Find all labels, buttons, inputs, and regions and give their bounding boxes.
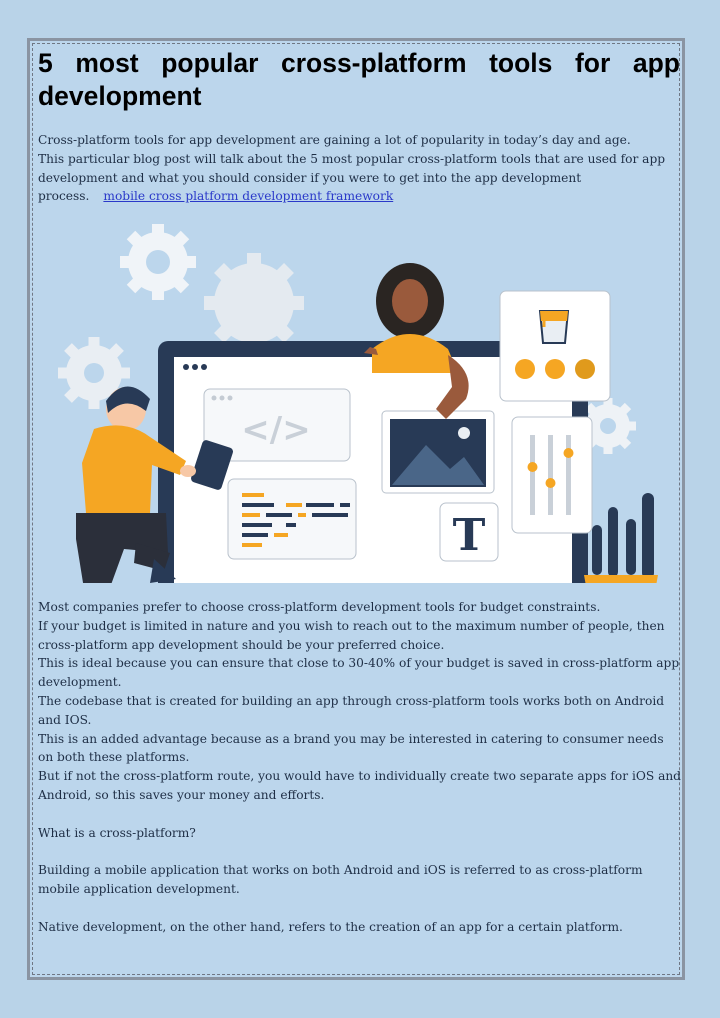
text-tile-letter: T <box>452 510 486 561</box>
body-paragraph: This is ideal because you can ensure that close to 30-40% of your budget is saved in cross-platform app development. <box>38 656 680 690</box>
gear-icon <box>120 224 196 300</box>
intro-paragraph-1: Cross-platform tools for app development are gaining a lot of popularity in today’s day and age. <box>38 133 631 147</box>
paint-bucket-icon <box>540 311 568 343</box>
page-title: 5 most popular cross-platform tools for app development <box>38 48 680 111</box>
color-swatch <box>575 359 595 379</box>
body-paragraph: The codebase that is created for building an app through cross-platform tools works both on Android and IOS. <box>38 693 665 727</box>
color-swatch <box>545 359 565 379</box>
slider-controls <box>528 435 574 515</box>
body-paragraph: Building a mobile application that works on both Android and iOS is referred to as cross-platform mobile application development. <box>38 863 643 896</box>
intro-section <box>38 131 681 206</box>
intro-paragraph-2 <box>38 150 681 206</box>
body-paragraph: Native development, on the other hand, refers to the creation of an app for a certain platform. <box>38 919 623 934</box>
palette-card <box>500 291 610 401</box>
body-paragraph: If your budget is limited in nature and you wish to reach out to the maximum number of people, then cross-platform app development should be your preferred choice. <box>38 618 665 652</box>
spacer <box>38 899 681 918</box>
framework-link[interactable]: mobile cross platform development framework <box>103 189 394 204</box>
intro-paragraph-2-text: This particular blog post will talk about the 5 most popular cross-platform tools that are used for app development and what you should consider if you were to get into the app development process. <box>38 151 666 204</box>
body-paragraph: Most companies prefer to choose cross-platform development tools for budget constraints. <box>38 600 601 614</box>
spacer <box>38 842 681 861</box>
plant-icon <box>584 493 658 583</box>
page-frame <box>27 38 685 980</box>
gear-icon <box>204 253 304 353</box>
body-paragraph: This is an added advantage because as a brand you may be interested in catering to consumer needs on both these platforms. <box>38 731 664 765</box>
section-heading: What is a cross-platform? <box>38 825 196 840</box>
spacer <box>38 805 681 824</box>
body-section <box>38 598 681 936</box>
color-swatch <box>515 359 535 379</box>
hero-illustration <box>46 223 686 583</box>
body-paragraph: But if not the cross-platform route, you would have to individually create two separate apps for iOS and Android, so this saves your money and efforts. <box>38 769 681 802</box>
code-symbol: </> <box>241 410 311 450</box>
